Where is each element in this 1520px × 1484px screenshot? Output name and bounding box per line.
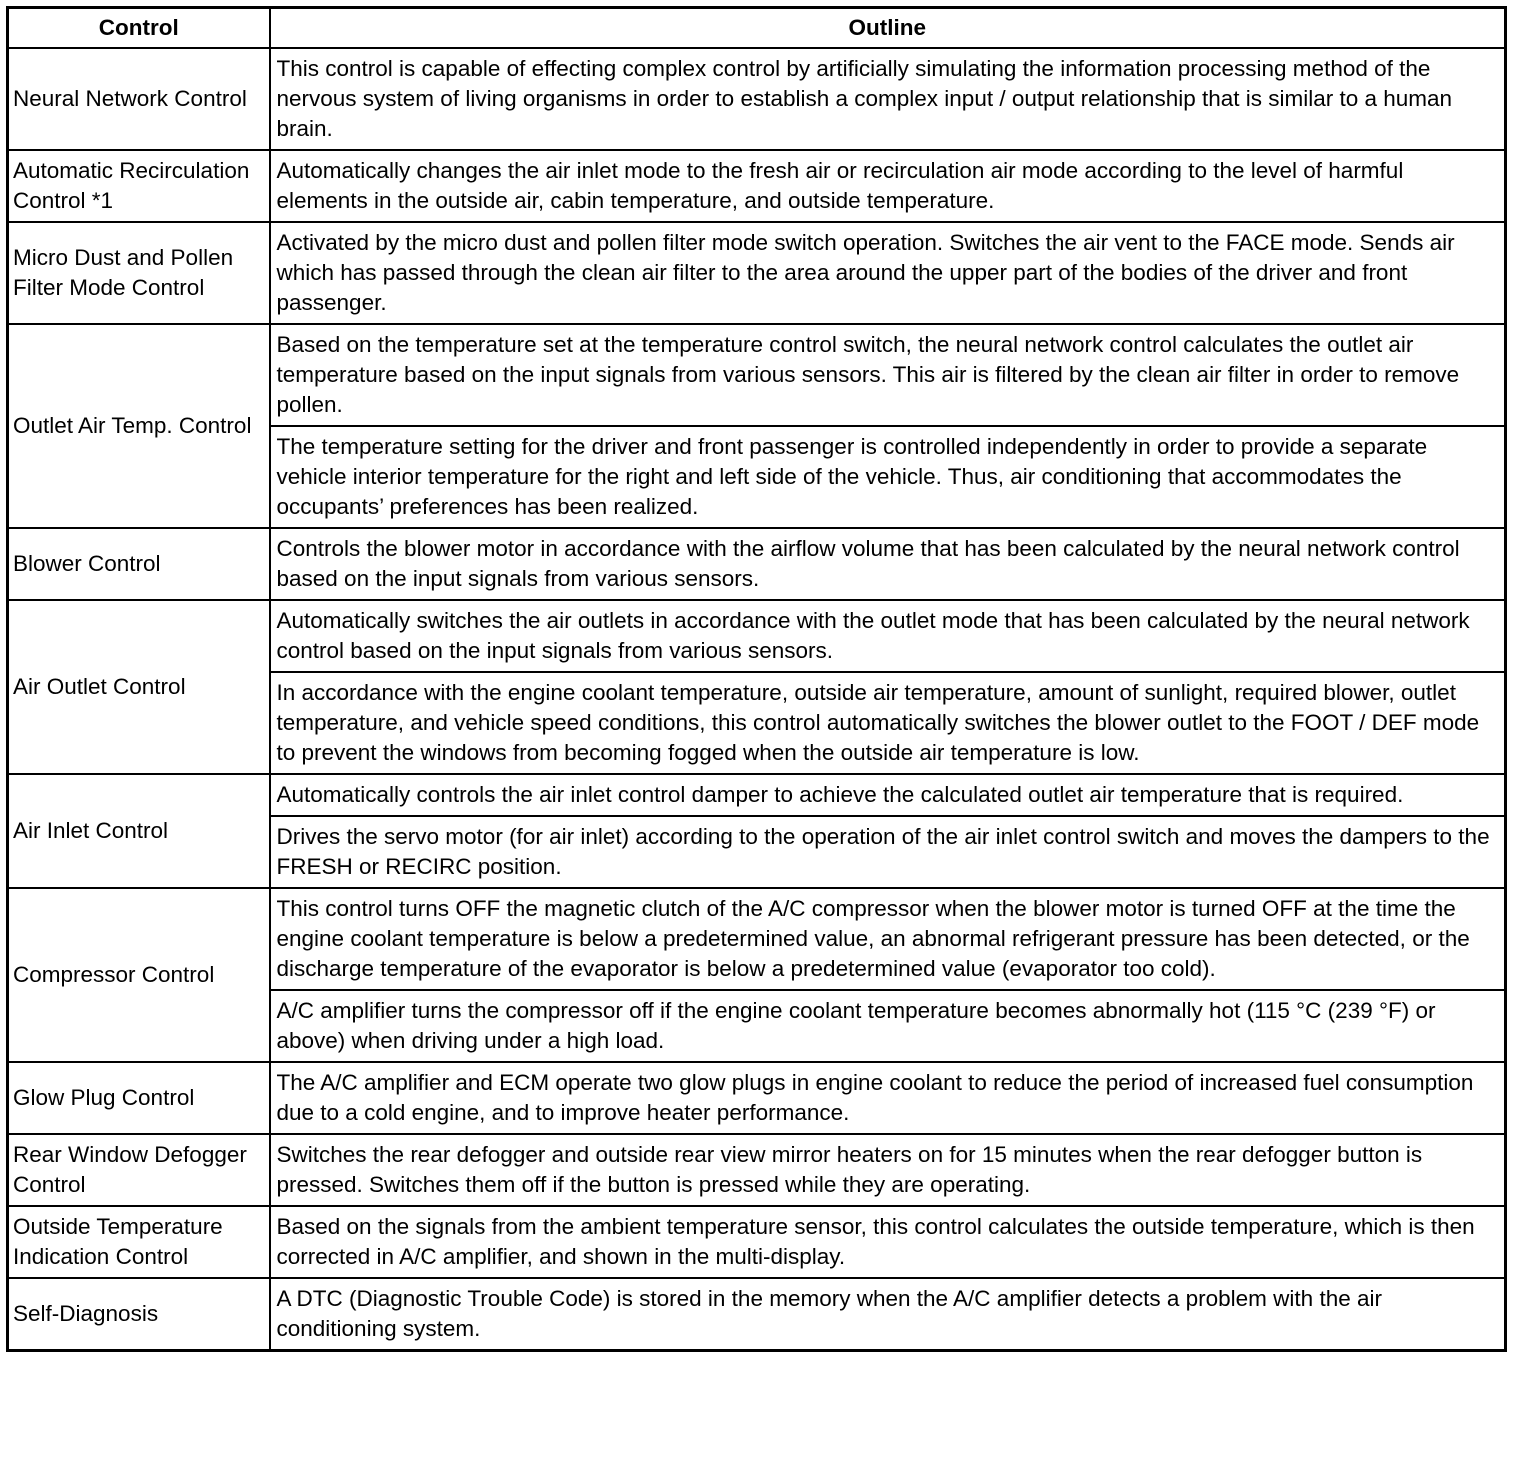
outline-cell: Controls the blower motor in accordance with the airflow volume that has been calculated by the neural network control based on the input signals from various sensors. [270,528,1506,600]
table-row [8,528,1506,600]
outline-cell: Switches the rear defogger and outside rear view mirror heaters on for 15 minutes when the rear defogger button is pressed. Switches them off if the button is pressed while they are operating. [270,1134,1506,1206]
table-row [8,48,1506,150]
control-cell: Neural Network Control [8,48,270,150]
outline-cell: Automatically controls the air inlet control damper to achieve the calculated outlet air temperature that is required. [270,774,1506,816]
control-cell: Rear Window Defogger Control [8,1134,270,1206]
table-row [8,1134,1506,1206]
outline-cell: The A/C amplifier and ECM operate two glow plugs in engine coolant to reduce the period of increased fuel consumption due to a cold engine, and to improve heater performance. [270,1062,1506,1134]
table-row [8,1278,1506,1351]
outline-cell: This control is capable of effecting complex control by artificially simulating the information processing method of the nervous system of living organisms in order to establish a complex input / output relationship that is similar to a human brain. [270,48,1506,150]
control-cell: Outlet Air Temp. Control [8,324,270,528]
outline-cell: Based on the signals from the ambient temperature sensor, this control calculates the outside temperature, which is then corrected in A/C amplifier, and shown in the multi-display. [270,1206,1506,1278]
outline-cell: A DTC (Diagnostic Trouble Code) is stored in the memory when the A/C amplifier detects a problem with the air conditioning system. [270,1278,1506,1351]
table-row [8,222,1506,324]
control-outline-table [6,6,1507,1352]
outline-cell: Automatically switches the air outlets in accordance with the outlet mode that has been calculated by the neural network control based on the input signals from various sensors. [270,600,1506,672]
control-cell: Air Outlet Control [8,600,270,774]
header-row [8,8,1506,49]
header-control: Control [8,8,270,49]
outline-cell: The temperature setting for the driver and front passenger is controlled independently in order to provide a separate vehicle interior temperature for the right and left side of the vehicle. Thus, air conditioning that accommodates the occupants’ preferences has been realized. [270,426,1506,528]
outline-cell: Activated by the micro dust and pollen filter mode switch operation. Switches the air vent to the FACE mode. Sends air which has passed through the clean air filter to the area around the upper part of the bodies of the driver and front passenger. [270,222,1506,324]
control-cell: Blower Control [8,528,270,600]
outline-cell: A/C amplifier turns the compressor off if the engine coolant temperature becomes abnormally hot (115 °C (239 °F) or above) when driving under a high load. [270,990,1506,1062]
table-row [8,600,1506,672]
table-row [8,888,1506,990]
control-cell: Micro Dust and Pollen Filter Mode Control [8,222,270,324]
outline-cell: Drives the servo motor (for air inlet) according to the operation of the air inlet control switch and moves the dampers to the FRESH or RECIRC position. [270,816,1506,888]
outline-cell: This control turns OFF the magnetic clutch of the A/C compressor when the blower motor is turned OFF at the time the engine coolant temperature is below a predetermined value, an abnormal refrigerant pressure has been detected, or the discharge temperature of the evaporator is below a predetermined value (evaporator too cold). [270,888,1506,990]
outline-cell: Automatically changes the air inlet mode to the fresh air or recirculation air mode according to the level of harmful elements in the outside air, cabin temperature, and outside temperature. [270,150,1506,222]
table-row [8,1062,1506,1134]
table-row [8,774,1506,816]
table-row [8,150,1506,222]
header-outline: Outline [270,8,1506,49]
control-cell: Glow Plug Control [8,1062,270,1134]
table-row [8,1206,1506,1278]
control-cell: Automatic Recirculation Control *1 [8,150,270,222]
control-cell: Outside Temperature Indication Control [8,1206,270,1278]
control-cell: Compressor Control [8,888,270,1062]
control-cell: Self-Diagnosis [8,1278,270,1351]
outline-cell: Based on the temperature set at the temperature control switch, the neural network control calculates the outlet air temperature based on the input signals from various sensors. This air is filtered by the clean air filter in order to remove pollen. [270,324,1506,426]
outline-cell: In accordance with the engine coolant temperature, outside air temperature, amount of sunlight, required blower, outlet temperature, and vehicle speed conditions, this control automatically switches the blower outlet to the FOOT / DEF mode to prevent the windows from becoming fogged when the outside air temperature is low. [270,672,1506,774]
table-row [8,324,1506,426]
control-cell: Air Inlet Control [8,774,270,888]
